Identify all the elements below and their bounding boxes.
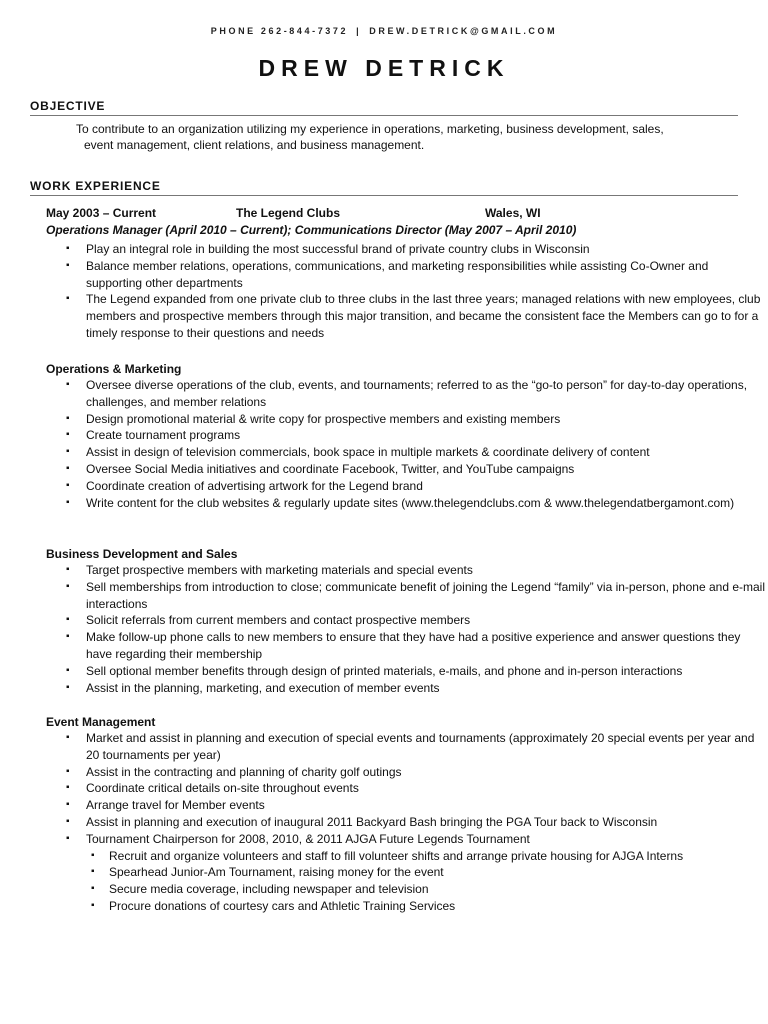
list-item: ▪ Target prospective members with marketing materials and special events bbox=[46, 562, 766, 579]
list-item: ▪ Market and assist in planning and execution of special events and tournaments (approximately 20 special events per year and 20 tournaments per year) bbox=[46, 730, 766, 764]
email-text: DREW.DETRICK@GMAIL.COM bbox=[369, 26, 558, 36]
list-item: ▪ Oversee diverse operations of the club, events, and tournaments; referred to as the “go-to person” for day-to-day operations, challenges, and member relations bbox=[46, 377, 766, 411]
list-item: ▪ Sell memberships from introduction to close; communicate benefit of joining the Legend “family” via in-person, phone and e-mail interactions bbox=[46, 579, 766, 613]
list-item: ▪ Secure media coverage, including newspaper and television bbox=[46, 881, 768, 898]
contact-line bbox=[0, 26, 768, 36]
list-item: ▪ Solicit referrals from current members and contact prospective members bbox=[46, 612, 766, 629]
list-item: ▪ Sell optional member benefits through design of printed materials, e-mails, and phone and in-person interactions bbox=[46, 663, 766, 680]
objective-line-2: event management, client relations, and business management. bbox=[84, 138, 425, 152]
list-item: ▪ The Legend expanded from one private club to three clubs in the last three years; managed relations with new employees, club members and prospective members through this major transition, and became the consistent face the Members can go to for a timely response to their questions and needs bbox=[46, 291, 766, 341]
job-dates: May 2003 – Current bbox=[46, 206, 157, 220]
list-item: ▪ Coordinate creation of advertising artwork for the Legend brand bbox=[46, 478, 766, 495]
work-experience-title: WORK EXPERIENCE bbox=[30, 179, 161, 193]
business-development-title: Business Development and Sales bbox=[46, 547, 238, 561]
job-location: Wales, WI bbox=[485, 206, 541, 220]
work-bullet-list bbox=[46, 241, 761, 342]
job-company: The Legend Clubs bbox=[236, 206, 341, 220]
list-item: ▪ Create tournament programs bbox=[46, 427, 766, 444]
list-item: ▪ Assist in planning and execution of inaugural 2011 Backyard Bash bringing the PGA Tour back to Wisconsin bbox=[46, 814, 766, 831]
objective-line-1: To contribute to an organization utilizing my experience in operations, marketing, business development, sales, bbox=[76, 122, 664, 136]
list-item: ▪ Recruit and organize volunteers and staff to fill volunteer shifts and arrange private housing for AJGA Interns bbox=[46, 848, 768, 865]
job-position: Operations Manager (April 2010 – Current); Communications Director (May 2007 – April 2010) bbox=[46, 223, 577, 237]
operations-marketing-section bbox=[46, 361, 746, 511]
list-item: ▪ Coordinate critical details on-site throughout events bbox=[46, 780, 766, 797]
list-item: ▪ Balance member relations, operations, communications, and marketing responsibilities while assisting Co-Owner and supporting other departments bbox=[46, 258, 766, 292]
list-item: ▪ Design promotional material & write copy for prospective members and existing members bbox=[46, 411, 766, 428]
phone-text: PHONE 262-844-7372 bbox=[210, 26, 349, 36]
objective-text bbox=[76, 121, 726, 153]
business-development-list bbox=[46, 562, 766, 696]
work-summary bbox=[46, 241, 761, 342]
objective-title: OBJECTIVE bbox=[30, 99, 106, 113]
list-item: ▪ Assist in the planning, marketing, and execution of member events bbox=[46, 680, 766, 697]
event-management-title: Event Management bbox=[46, 715, 156, 729]
list-item: ▪ Tournament Chairperson for 2008, 2010, & 2011 AJGA Future Legends Tournament bbox=[46, 831, 766, 848]
business-development-section bbox=[46, 546, 766, 696]
work-experience-divider bbox=[30, 195, 738, 196]
event-management-section bbox=[46, 714, 755, 915]
event-management-sub-list bbox=[46, 848, 746, 915]
list-item: ▪ Spearhead Junior-Am Tournament, raising money for the event bbox=[46, 864, 768, 881]
job-header bbox=[46, 206, 606, 222]
contact-separator: | bbox=[356, 26, 362, 36]
operations-marketing-list bbox=[46, 377, 746, 511]
list-item: ▪ Play an integral role in building the most successful brand of private country clubs in Wisconsin bbox=[46, 241, 766, 258]
list-item: ▪ Procure donations of courtesy cars and Athletic Training Services bbox=[46, 898, 768, 915]
event-management-list bbox=[46, 730, 755, 848]
list-item: ▪ Arrange travel for Member events bbox=[46, 797, 766, 814]
resume-name: DREW DETRICK bbox=[258, 55, 510, 81]
list-item: ▪ Assist in design of television commercials, book space in multiple markets & coordinate delivery of content bbox=[46, 444, 766, 461]
list-item: ▪ Assist in the contracting and planning of charity golf outings bbox=[46, 764, 766, 781]
list-item: ▪ Make follow-up phone calls to new members to ensure that they have had a positive experience and answer questions they have regarding their membership bbox=[46, 629, 766, 663]
objective-divider bbox=[30, 115, 738, 116]
list-item: ▪ Oversee Social Media initiatives and coordinate Facebook, Twitter, and YouTube campaigns bbox=[46, 461, 766, 478]
list-item: ▪ Write content for the club websites & regularly update sites (www.thelegendclubs.com & www.thelegendatbergamont.com) bbox=[46, 495, 766, 512]
operations-marketing-title: Operations & Marketing bbox=[46, 362, 182, 376]
